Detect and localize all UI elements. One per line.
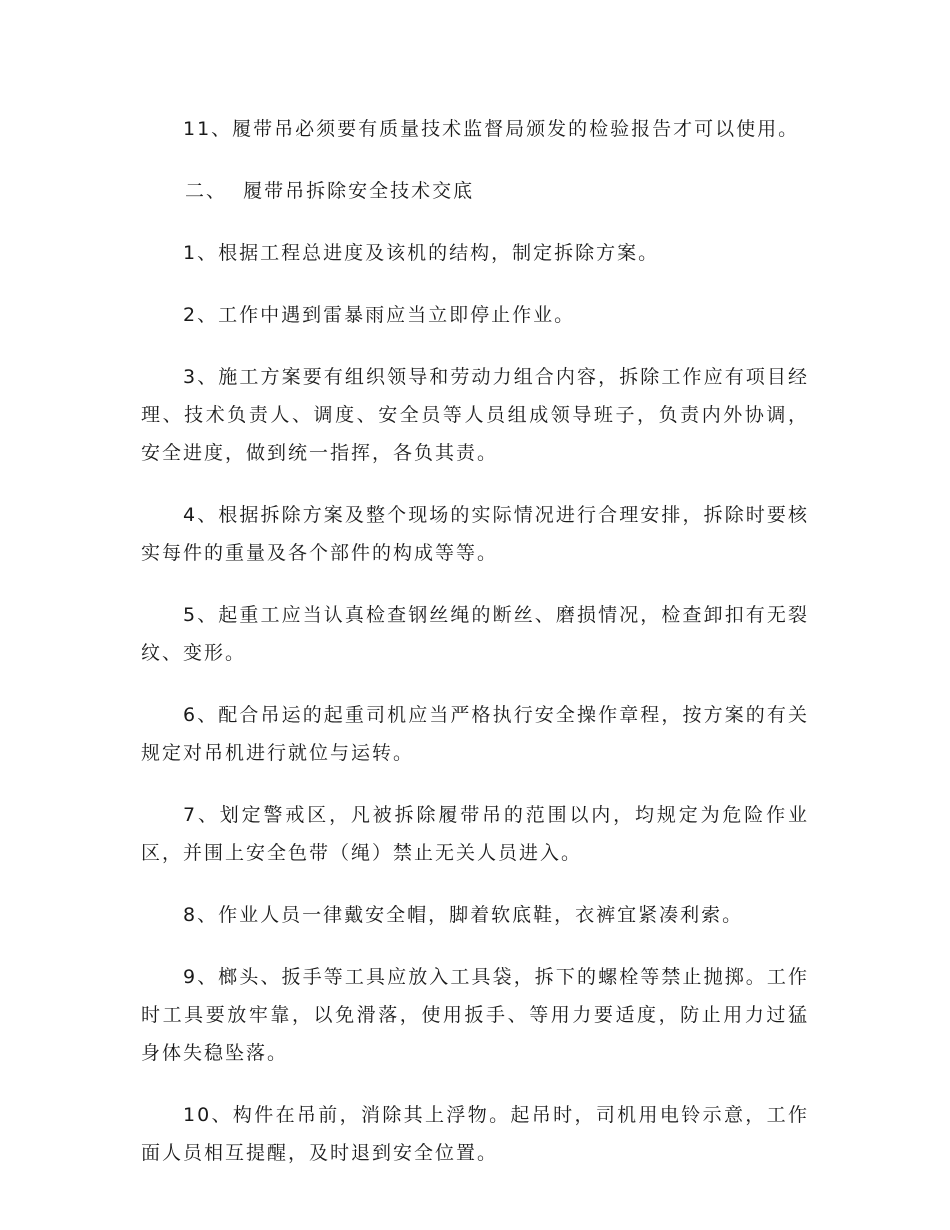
paragraph-item-4: 4、根据拆除方案及整个现场的实际情况进行合理安排，拆除时要核实每件的重量及各个部件的构成等等。 <box>141 504 809 564</box>
paragraph-item-6: 6、配合吊运的起重司机应当严格执行安全操作章程，按方案的有关规定对吊机进行就位与运转。 <box>141 704 809 764</box>
paragraph-item-3: 3、施工方案要有组织领导和劳动力组合内容，拆除工作应有项目经理、技术负责人、调度、安全员等人员组成领导班子，负责内外协调，安全进度，做到统一指挥，各负其责。 <box>141 366 809 464</box>
paragraph-item-5: 5、起重工应当认真检查钢丝绳的断丝、磨损情况，检查卸扣有无裂纹、变形。 <box>141 604 809 664</box>
paragraph-item-7: 7、划定警戒区，凡被拆除履带吊的范围以内，均规定为危险作业区，并围上安全色带（绳）禁止无关人员进入。 <box>141 804 809 864</box>
paragraph-item-1: 1、根据工程总进度及该机的结构，制定拆除方案。 <box>183 242 660 264</box>
paragraph-item-2: 2、工作中遇到雷暴雨应当立即停止作业。 <box>183 304 576 326</box>
paragraph-item-8: 8、作业人员一律戴安全帽，脚着软底鞋，衣裤宜紧凑利索。 <box>183 904 744 926</box>
paragraph-item-10: 10、构件在吊前，消除其上浮物。起吊时，司机用电铃示意，工作面人员相互提醒，及时退到安全位置。 <box>141 1104 809 1164</box>
document-body <box>141 110 809 1196</box>
paragraph-item-9: 9、榔头、扳手等工具应放入工具袋，拆下的螺栓等禁止抛掷。工作时工具要放牢靠，以免滑落，使用扳手、等用力要适度，防止用力过猛身体失稳坠落。 <box>141 966 809 1064</box>
paragraph-item-11: 11、履带吊必须要有质量技术监督局颁发的检验报告才可以使用。 <box>183 118 800 140</box>
section-heading: 二、 履带吊拆除安全技术交底 <box>185 180 475 202</box>
